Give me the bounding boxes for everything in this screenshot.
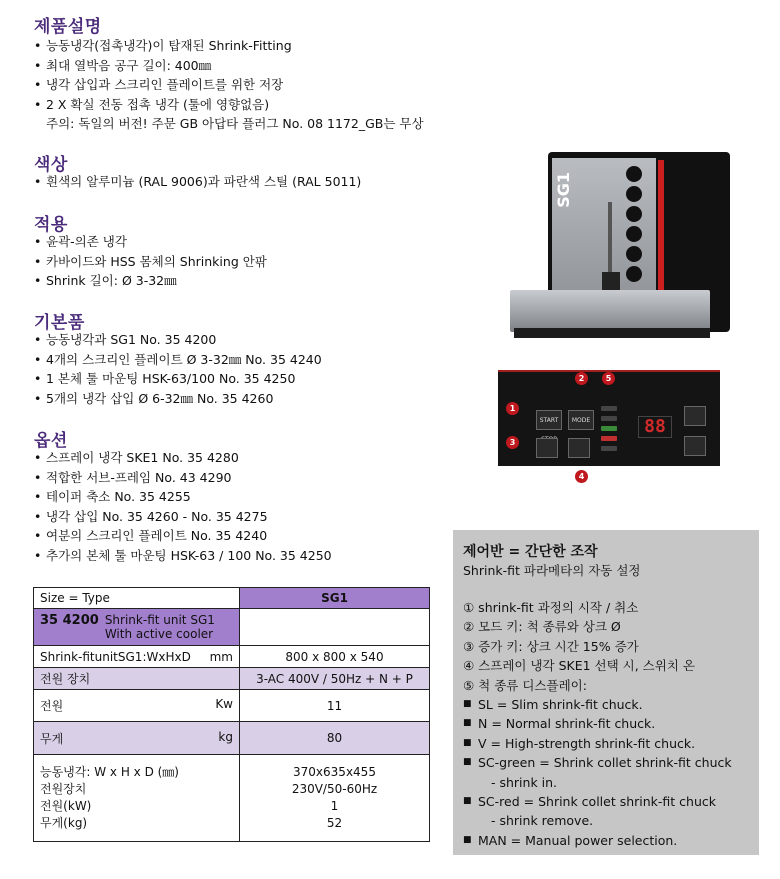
table-row: 전원 장치 3-AC 400V / 50Hz + N + P <box>34 668 430 690</box>
list-item: - shrink in. <box>491 774 558 790</box>
control-title: 제어반 = 간단한 조작 <box>463 544 598 560</box>
table-row: 무게 kg 80 <box>34 722 430 755</box>
callout-3: 3 <box>506 436 519 449</box>
callout-5: 5 <box>602 372 615 385</box>
table-row: 전원 Kw 11 <box>34 690 430 722</box>
list-item: ④ 스프레이 냉각 SKE1 선택 시, 스위치 온 <box>463 658 695 674</box>
section-title-color: 색상 <box>34 155 68 175</box>
list-item: • Shrink 길이: Ø 3-32㎜ <box>34 271 267 291</box>
list-item: • 냉각 삽입과 스크리인 플레이트를 위한 저장 <box>34 75 424 95</box>
list-item: ■ SC-green = Shrink collet shrink-fit chuck <box>463 753 732 772</box>
start-stop-button: START <box>536 410 562 430</box>
digit-display: 88 <box>638 416 672 438</box>
color-list <box>34 172 361 192</box>
list-item: • 여분의 스크리인 플레이트 No. 35 4240 <box>34 526 332 546</box>
list-item: • 윤곽-의존 냉각 <box>34 232 267 252</box>
control-panel-photo <box>498 370 720 481</box>
description-note: 주의: 독일의 버전! 주문 GB 아답타 플러그 No. 08 1172_GB는 무상 <box>46 116 424 131</box>
machine-base <box>510 290 710 332</box>
section-title-description: 제품설명 <box>34 17 102 37</box>
table-header-type: SG1 <box>240 588 430 609</box>
list-item: ■ MAN = Manual power selection. <box>463 831 732 850</box>
minus-button <box>684 436 706 456</box>
list-item: ■ SL = Slim shrink-fit chuck. <box>463 695 732 714</box>
list-item: • 적합한 서브-프레임 No. 43 4290 <box>34 468 332 488</box>
plus-button <box>684 406 706 426</box>
list-item: • 스프레이 냉각 SKE1 No. 35 4280 <box>34 448 332 468</box>
model-desc: Shrink-fit unit SG1 <box>104 613 215 627</box>
increase-button <box>568 438 590 458</box>
control-info-box <box>453 530 759 855</box>
list-item: ① shrink-fit 과정의 시작 / 취소 <box>463 600 639 615</box>
list-item: ⑤ 척 종류 디스플레이: <box>463 677 587 693</box>
list-item: ③ 증가 키: 상크 시간 15% 증가 <box>463 638 639 654</box>
list-item: • 5개의 냉각 삽입 Ø 6-32㎜ No. 35 4260 <box>34 389 322 409</box>
spray-cool-button <box>536 438 558 458</box>
section-title-options: 옵션 <box>34 431 68 451</box>
list-item: • 냉각 삽입 No. 35 4260 - No. 35 4275 <box>34 507 332 527</box>
application-list <box>34 232 267 291</box>
list-item: • 1 본체 툴 마운팅 HSK-63/100 No. 35 4250 <box>34 369 322 389</box>
table-row-cooler: 능동냉각: W x H x D (㎜) 전원장치 전원(kW) 무게(kg) 370x635x455 230V/50-60Hz 1 52 <box>34 755 430 842</box>
list-item: • 4개의 스크리인 플레이트 Ø 3-32㎜ No. 35 4240 <box>34 350 322 370</box>
description-list <box>34 36 424 134</box>
list-item: • 능동냉각과 SG1 No. 35 4200 <box>34 330 322 350</box>
section-title-application: 적용 <box>34 215 68 235</box>
table-header-label: Size = Type <box>34 588 240 609</box>
table-row: Shrink-fitunitSG1:WxHxD mm 800 x 800 x 540 <box>34 646 430 668</box>
list-item: • 최대 열박음 공구 길이: 400㎜ <box>34 56 424 76</box>
list-item: • 2 X 확실 전동 접촉 냉각 (툴에 영향없음) <box>34 95 424 115</box>
control-subtitle: Shrink-fit 파라메타의 자동 설정 <box>463 563 641 578</box>
list-item: • 흰색의 알루미늄 (RAL 9006)과 파란색 스틸 (RAL 5011) <box>34 172 361 192</box>
list-item: ■ N = Normal shrink-fit chuck. <box>463 714 732 733</box>
list-item: ■ V = High-strength shrink-fit chuck. <box>463 734 732 753</box>
model-desc-2: With active cooler <box>104 627 214 641</box>
callout-4: 4 <box>575 470 588 483</box>
list-item: • 능동냉각(접촉냉각)이 탑재된 Shrink-Fitting <box>34 36 424 56</box>
list-item: ■ SC-red = Shrink collet shrink-fit chuck <box>463 792 732 811</box>
section-title-standard: 기본품 <box>34 313 85 333</box>
list-item: ② 모드 키: 척 종류와 상크 Ø <box>463 619 621 635</box>
spec-table <box>33 587 430 842</box>
list-item: • 추가의 본체 툴 마운팅 HSK-63 / 100 No. 35 4250 <box>34 546 332 566</box>
list-item: - shrink remove. <box>491 813 594 829</box>
list-item: • 테이퍼 축소 No. 35 4255 <box>34 487 332 507</box>
model-number: 35 4200 <box>40 613 99 628</box>
options-list <box>34 448 332 565</box>
control-list <box>463 598 732 850</box>
table-header-row <box>34 588 430 609</box>
machine-model-label: SG1 <box>554 172 573 208</box>
table-row <box>34 609 430 646</box>
standard-list <box>34 330 322 408</box>
callout-2: 2 <box>575 372 588 385</box>
mode-button: MODE <box>568 410 594 430</box>
list-item: • 카바이드와 HSS 몸체의 Shrinking 안팎 <box>34 252 267 272</box>
product-photo <box>510 150 732 350</box>
callout-1: 1 <box>506 402 519 415</box>
